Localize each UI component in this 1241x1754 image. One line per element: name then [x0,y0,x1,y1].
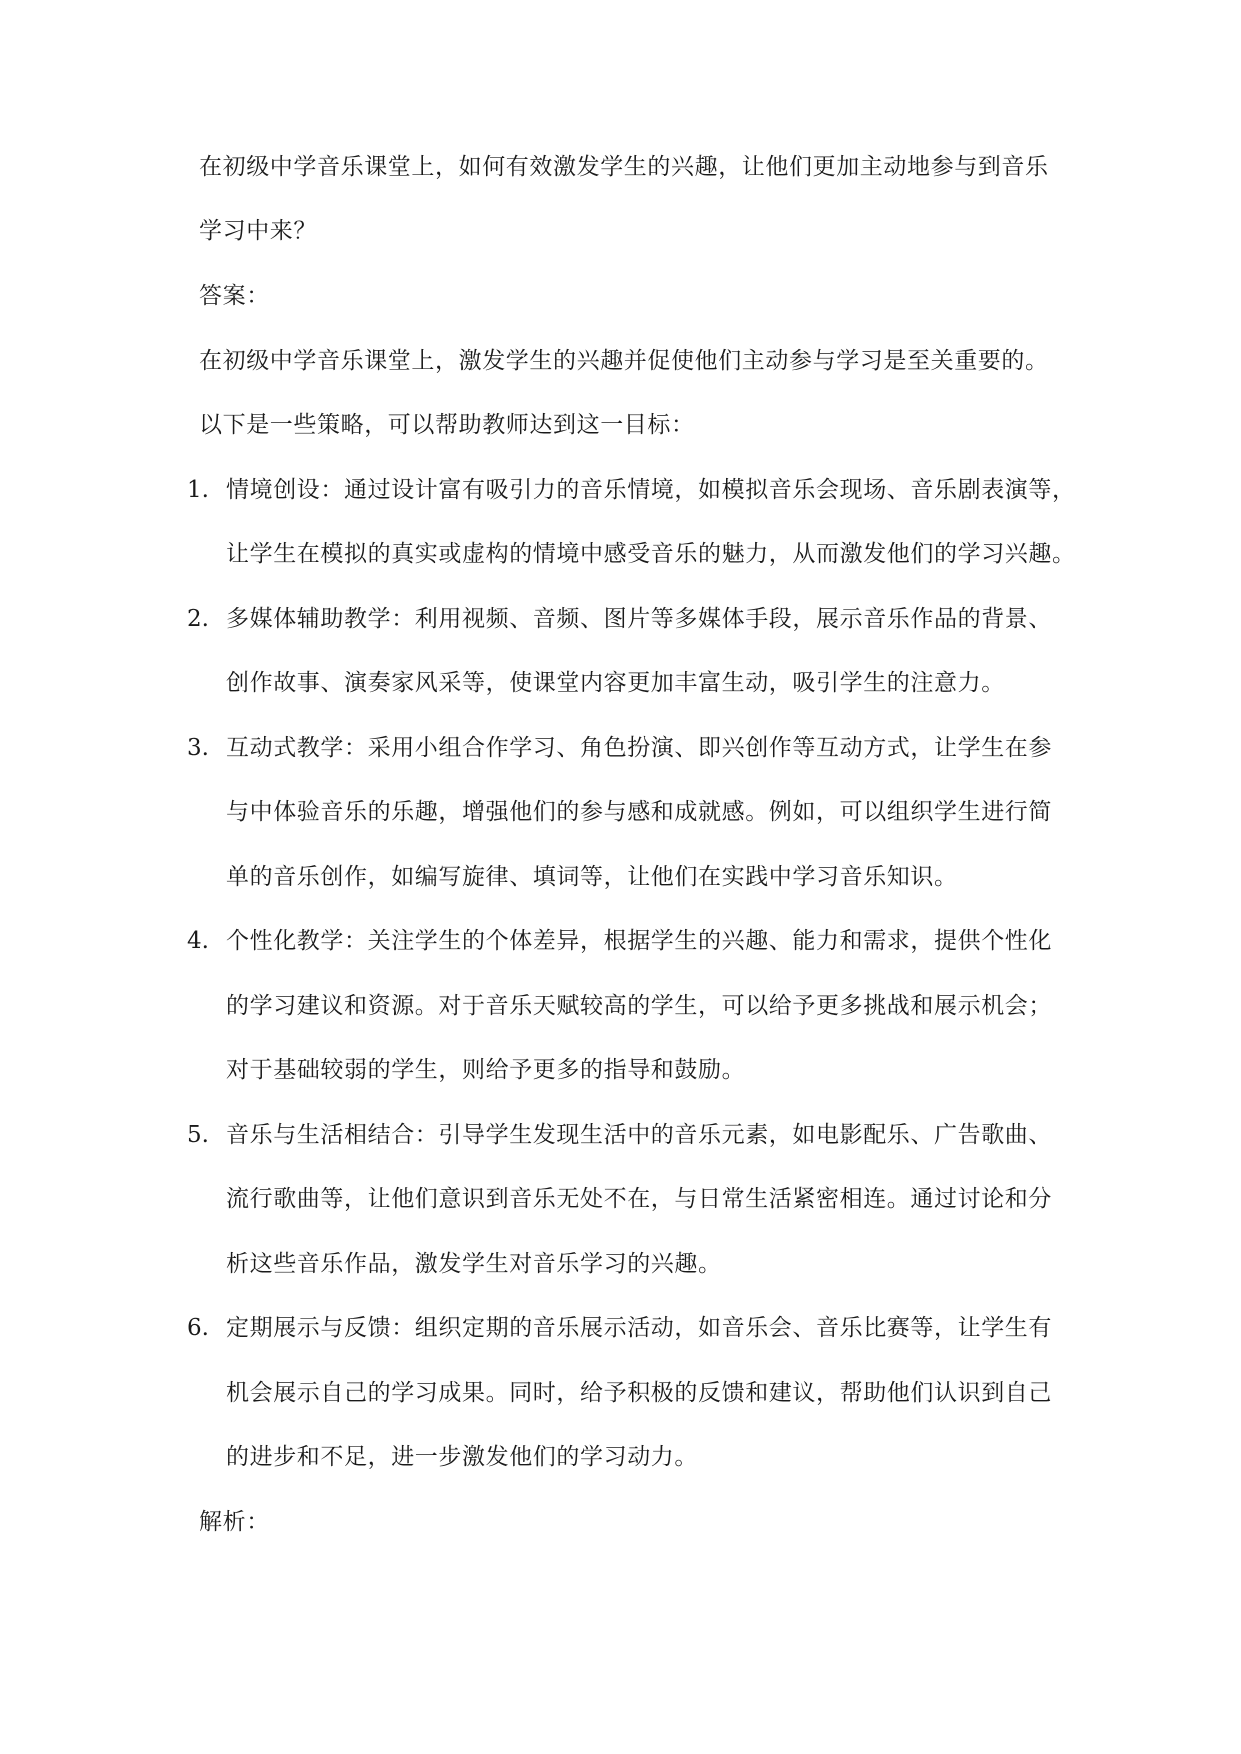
intro-line-2: 以下是一些策略，可以帮助教师达到这一目标： [199,412,695,438]
analysis-label: 解析： [199,1509,270,1535]
strategy-line: 多媒体辅助教学：利用视频、音频、图片等多媒体手段，展示音乐作品的背景、 [226,606,1052,632]
strategy-line: 对于基础较弱的学生，则给予更多的指导和鼓励。 [226,1057,746,1083]
strategy-line: 情境创设：通过设计富有吸引力的音乐情境，如模拟音乐会现场、音乐剧表演等， [226,477,1076,503]
strategy-line: 析这些音乐作品，激发学生对音乐学习的兴趣。 [226,1251,722,1277]
strategy-number: 4. [187,928,209,954]
strategy-number: 2. [187,606,209,632]
strategy-line: 流行歌曲等，让他们意识到音乐无处不在，与日常生活紧密相连。通过讨论和分 [226,1186,1052,1212]
strategy-line: 单的音乐创作，如编写旋律、填词等，让他们在实践中学习音乐知识。 [226,864,958,890]
strategy-line: 创作故事、演奏家风采等，使课堂内容更加丰富生动，吸引学生的注意力。 [226,670,1005,696]
strategy-number: 1. [187,477,209,503]
strategy-line: 个性化教学：关注学生的个体差异，根据学生的兴趣、能力和需求，提供个性化 [226,928,1052,954]
strategy-number: 5. [187,1122,209,1148]
strategy-line: 的进步和不足，进一步激发他们的学习动力。 [226,1444,698,1470]
strategy-line: 机会展示自己的学习成果。同时，给予积极的反馈和建议，帮助他们认识到自己 [226,1380,1052,1406]
strategy-line: 音乐与生活相结合：引导学生发现生活中的音乐元素，如电影配乐、广告歌曲、 [226,1122,1052,1148]
strategy-line: 的学习建议和资源。对于音乐天赋较高的学生，可以给予更多挑战和展示机会； [226,993,1052,1019]
intro-line-1: 在初级中学音乐课堂上，激发学生的兴趣并促使他们主动参与学习是至关重要的。 [199,348,1049,374]
strategy-line: 与中体验音乐的乐趣，增强他们的参与感和成就感。例如，可以组织学生进行简 [226,799,1052,825]
strategy-line: 定期展示与反馈：组织定期的音乐展示活动，如音乐会、音乐比赛等，让学生有 [226,1315,1052,1341]
strategy-line: 互动式教学：采用小组合作学习、角色扮演、即兴创作等互动方式，让学生在参 [226,735,1052,761]
question-line-2: 学习中来？ [199,218,317,244]
answer-label: 答案： [199,283,270,309]
strategy-number: 6. [187,1315,209,1341]
strategy-number: 3. [187,735,209,761]
question-line-1: 在初级中学音乐课堂上，如何有效激发学生的兴趣，让他们更加主动地参与到音乐 [199,154,1049,180]
strategy-line: 让学生在模拟的真实或虚构的情境中感受音乐的魅力，从而激发他们的学习兴趣。 [226,541,1076,567]
